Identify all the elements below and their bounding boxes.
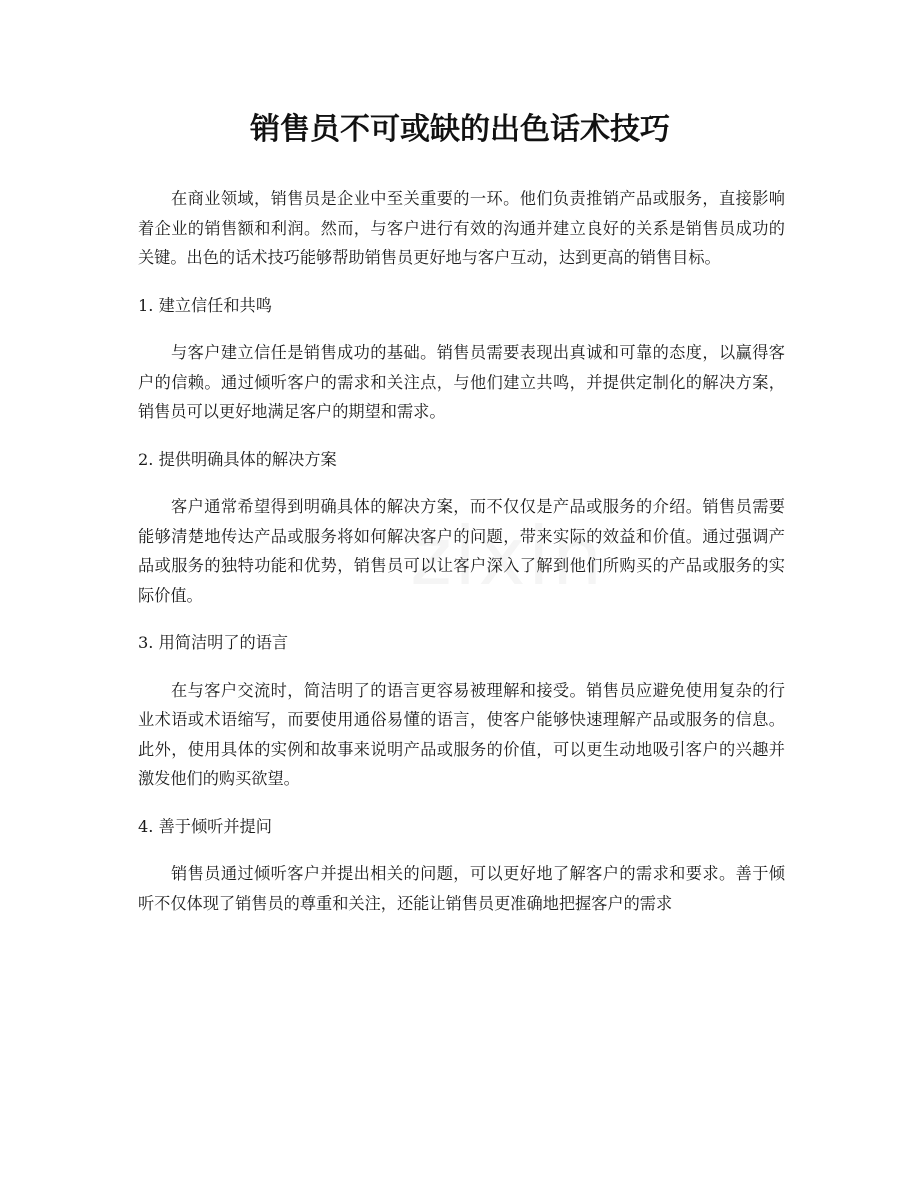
section-body-3: 在与客户交流时，简洁明了的语言更容易被理解和接受。销售员应避免使用复杂的行业术语或术语缩写，而要使用通俗易懂的语言，使客户能够快速理解产品或服务的信息。此外，使用具体的实例和故事来说明产品或服务的价值，可以更生动地吸引客户的兴趣并激发他们的购买欲望。 [138, 680, 785, 788]
intro-paragraph: 在商业领域，销售员是企业中至关重要的一环。他们负责推销产品或服务，直接影响着企业的销售额和利润。然而，与客户进行有效的沟通并建立良好的关系是销售员成功的关键。出色的话术技巧能够帮助销售员更好地与客户互动，达到更高的销售目标。 [138, 189, 785, 267]
section-heading-3: 3. 用简洁明了的语言 [138, 633, 289, 652]
section-heading-1: 1. 建立信任和共鸣 [138, 295, 272, 315]
section-heading-2: 2. 提供明确具体的解决方案 [138, 449, 337, 469]
section-body-1: 与客户建立信任是销售成功的基础。销售员需要表现出真诚和可靠的态度，以赢得客户的信赖。通过倾听客户的需求和关注点，与他们建立共鸣，并提供定制化的解决方案，销售员可以更好地满足客户的期望和需求。 [138, 343, 785, 421]
document-title: 销售员不可或缺的出色话术技巧 [250, 112, 670, 147]
document-body [138, 184, 785, 936]
section-body-2: 客户通常希望得到明确具体的解决方案，而不仅仅是产品或服务的介绍。销售员需要能够清楚地传达产品或服务将如何解决客户的问题，带来实际的效益和价值。通过强调产品或服务的独特功能和优势，销售员可以让客户深入了解到他们所购买的产品或服务的实际价值。 [138, 497, 785, 605]
section-body-4: 销售员通过倾听客户并提出相关的问题，可以更好地了解客户的需求和要求。善于倾听不仅体现了销售员的尊重和关注，还能让销售员更准确地把握客户的需求 [138, 864, 785, 913]
section-heading-4: 4. 善于倾听并提问 [138, 816, 272, 836]
